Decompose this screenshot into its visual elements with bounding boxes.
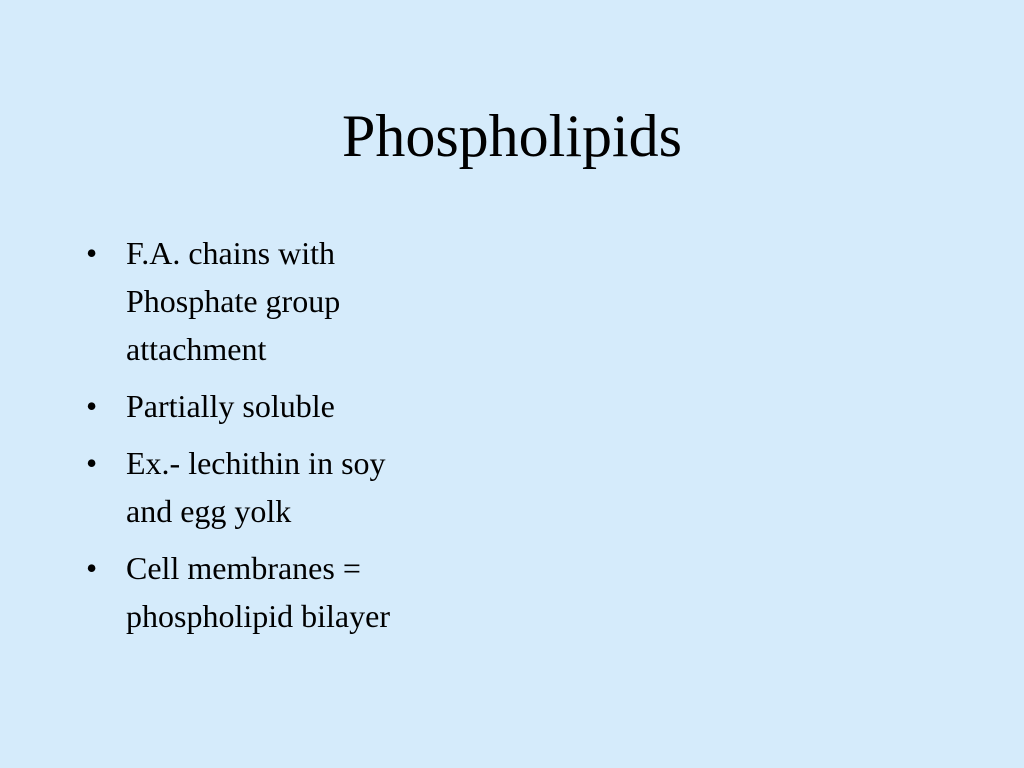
- bullet-item-fa-chains: [84, 229, 484, 373]
- bullet-line: Cell membranes =: [126, 550, 361, 586]
- bullet-icon: •: [86, 235, 98, 271]
- bullet-icon: •: [86, 550, 98, 586]
- bullet-item-partially-soluble: [84, 382, 484, 430]
- bullet-line: and egg yolk: [126, 493, 292, 529]
- bullet-line: F.A. chains with: [126, 235, 335, 271]
- bullet-item-lechithin: [84, 439, 484, 535]
- bullet-line: Phosphate group: [126, 283, 341, 319]
- bullet-item-cell-membranes: [84, 544, 484, 640]
- bullet-icon: •: [86, 445, 98, 481]
- slide-title: Phospholipids: [341, 103, 683, 169]
- bullet-list: [84, 229, 484, 649]
- bullet-line: phospholipid bilayer: [126, 598, 390, 634]
- bullet-line: attachment: [126, 331, 267, 367]
- bullet-line: Ex.- lechithin in soy: [126, 445, 386, 481]
- bullet-line: Partially soluble: [126, 388, 335, 424]
- bullet-icon: •: [86, 388, 98, 424]
